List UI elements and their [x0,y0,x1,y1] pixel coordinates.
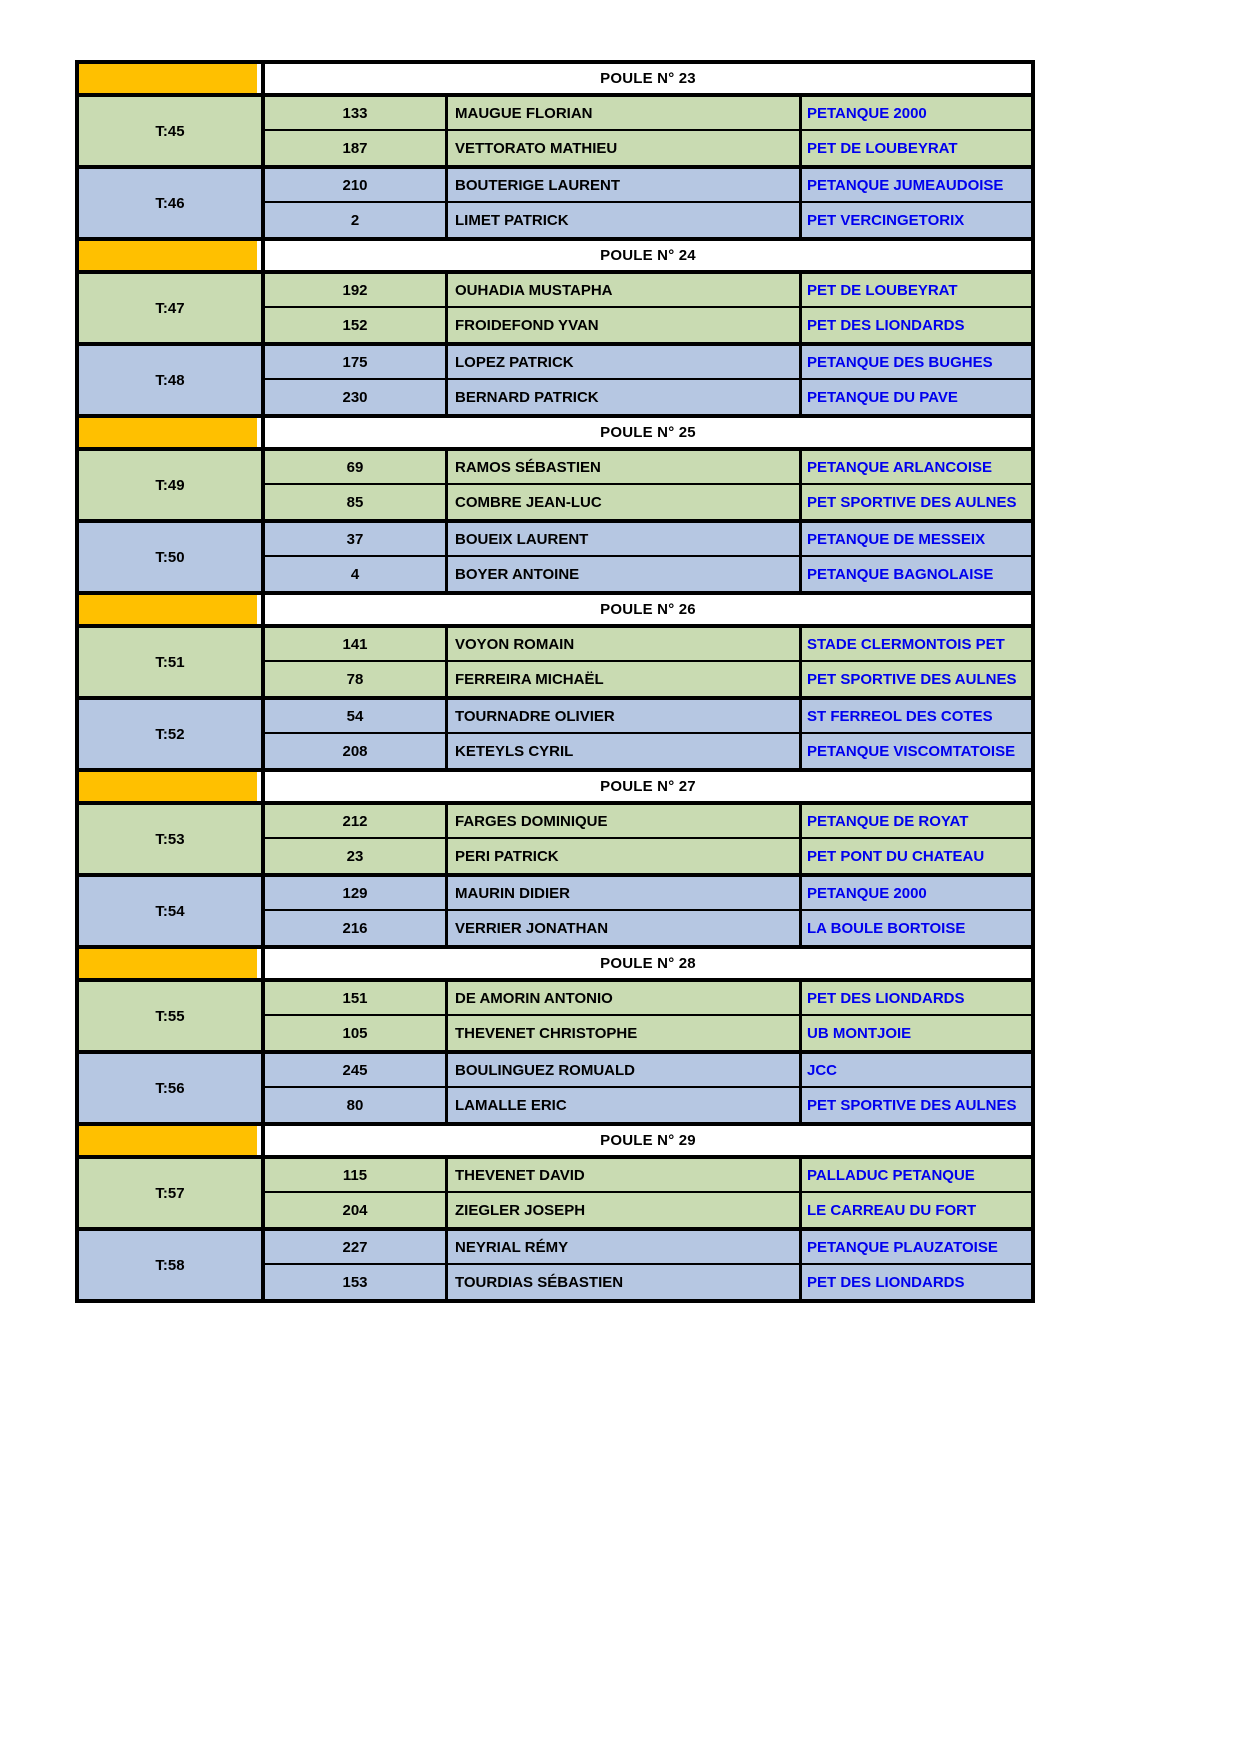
player-name-cell [448,557,802,591]
player-club-cell [802,982,1031,1016]
player-name-cell [448,1054,802,1088]
player-number: 152 [342,316,368,334]
player-name-cell [448,1265,802,1299]
poule-header-orange-cell [79,241,257,270]
time-slot-cell [79,346,265,414]
player-club: PET DES LIONDARDS [807,316,965,334]
player-number: 230 [342,388,368,406]
player-name-cell [448,662,802,696]
time-slot-label: T:53 [155,830,185,848]
player-name-cell [448,346,802,380]
player-name: BOULINGUEZ ROMUALD [455,1061,635,1079]
player-number: 23 [346,847,364,865]
player-club-cell [802,1193,1031,1227]
player-name: VOYON ROMAIN [455,635,575,653]
player-number: 115 [342,1166,368,1184]
player-number: 2 [350,211,360,229]
player-club-cell [802,734,1031,768]
player-number-cell [265,1193,448,1227]
player-name-cell [448,523,802,557]
player-number: 54 [346,707,364,725]
time-slot-pair [79,169,1031,241]
time-slot-pair [79,1054,1031,1126]
player-number: 69 [346,458,364,476]
time-slot-cell [79,1054,265,1122]
time-slot-cell [79,982,265,1050]
player-number: 141 [342,635,368,653]
player-name: RAMOS SÉBASTIEN [455,458,601,476]
time-slot-pair [79,274,1031,346]
player-number: 187 [342,139,368,157]
player-number-cell [265,1231,448,1265]
player-number: 80 [346,1096,364,1114]
player-number: 208 [342,742,368,760]
player-club-cell [802,485,1031,519]
poule-title-cell [261,595,1031,624]
player-number-cell [265,274,448,308]
time-slot-cell [79,451,265,519]
player-club-cell [802,700,1031,734]
player-club: PET SPORTIVE DES AULNES [807,670,1017,688]
poule-block [79,772,1031,949]
player-club-cell [802,523,1031,557]
poule-title-cell [261,241,1031,270]
player-number-cell [265,1159,448,1193]
poule-pairs [79,274,1031,418]
player-club: PETANQUE DE MESSEIX [807,530,986,548]
time-slot-label: T:51 [155,653,185,671]
poule-header-orange-cell [79,595,257,624]
player-number-cell [265,911,448,945]
player-club: JCC [807,1061,838,1079]
player-number-cell [265,451,448,485]
player-name-cell [448,308,802,342]
player-number-cell [265,628,448,662]
player-number: 216 [342,919,368,937]
player-number: 4 [350,565,360,583]
time-slot-cell [79,877,265,945]
poule-title: POULE N° 26 [600,601,696,618]
player-name: LIMET PATRICK [455,211,569,229]
poule-header-row [79,64,1031,97]
poule-title-cell [261,64,1031,93]
player-club-cell [802,662,1031,696]
player-name: ZIEGLER JOSEPH [455,1201,586,1219]
poule-pairs [79,97,1031,241]
player-number: 133 [342,104,368,122]
time-slot-pair [79,1231,1031,1299]
time-slot-label: T:50 [155,548,185,566]
time-slot-label: T:52 [155,725,185,743]
poule-block [79,241,1031,418]
player-number: 227 [342,1238,368,1256]
poule-block [79,595,1031,772]
time-slot-cell [79,169,265,237]
player-club: PETANQUE DES BUGHES [807,353,993,371]
time-slot-label: T:46 [155,194,185,212]
poule-title: POULE N° 24 [600,247,696,264]
player-name-cell [448,982,802,1016]
player-club-cell [802,346,1031,380]
player-club: LA BOULE BORTOISE [807,919,966,937]
player-name-cell [448,1193,802,1227]
player-name: KETEYLS CYRIL [455,742,574,760]
player-club: PET DE LOUBEYRAT [807,139,958,157]
player-name-cell [448,628,802,662]
player-name: MAUGUE FLORIAN [455,104,593,122]
player-number: 85 [346,493,364,511]
poule-header-orange-cell [79,772,257,801]
player-name: DE AMORIN ANTONIO [455,989,613,1007]
time-slot-cell [79,97,265,165]
time-slot-cell [79,1159,265,1227]
player-club-cell [802,380,1031,414]
poule-header-row [79,949,1031,982]
poule-header-row [79,772,1031,805]
time-slot-pair [79,523,1031,595]
player-club: PETANQUE ARLANCOISE [807,458,993,476]
player-number-cell [265,1088,448,1122]
player-name-cell [448,839,802,873]
player-number: 210 [342,176,368,194]
player-number-cell [265,308,448,342]
player-name-cell [448,877,802,911]
poule-block [79,1126,1031,1299]
player-name-cell [448,169,802,203]
player-name-cell [448,97,802,131]
player-number: 212 [342,812,368,830]
player-name: VETTORATO MATHIEU [455,139,618,157]
player-number-cell [265,1016,448,1050]
time-slot-pair [79,982,1031,1054]
player-name-cell [448,911,802,945]
player-club-cell [802,877,1031,911]
player-club: UB MONTJOIE [807,1024,912,1042]
time-slot-cell [79,700,265,768]
time-slot-pair [79,877,1031,949]
player-club-cell [802,1159,1031,1193]
time-slot-pair [79,346,1031,418]
player-number-cell [265,131,448,165]
time-slot-cell [79,523,265,591]
player-club: PETANQUE JUMEAUDOISE [807,176,1004,194]
poule-header-orange-cell [79,64,257,93]
poule-header-orange-cell [79,418,257,447]
player-name-cell [448,451,802,485]
time-slot-label: T:48 [155,371,185,389]
player-number: 175 [342,353,368,371]
player-club: PALLADUC PETANQUE [807,1166,975,1184]
player-name-cell [448,1016,802,1050]
player-name-cell [448,1231,802,1265]
player-number-cell [265,982,448,1016]
poule-block [79,949,1031,1126]
time-slot-label: T:57 [155,1184,185,1202]
poule-title: POULE N° 25 [600,424,696,441]
player-club: PETANQUE 2000 [807,884,927,902]
player-name: FROIDEFOND YVAN [455,316,599,334]
player-name-cell [448,700,802,734]
player-club: PETANQUE DU PAVE [807,388,958,406]
player-name: FARGES DOMINIQUE [455,812,608,830]
poule-header-row [79,241,1031,274]
poule-title-cell [261,949,1031,978]
player-number-cell [265,734,448,768]
time-slot-cell [79,805,265,873]
player-number-cell [265,346,448,380]
poule-header-orange-cell [79,1126,257,1155]
poule-pairs [79,628,1031,772]
player-name-cell [448,380,802,414]
player-name: BERNARD PATRICK [455,388,599,406]
poule-pairs [79,805,1031,949]
player-club-cell [802,557,1031,591]
player-club-cell [802,451,1031,485]
player-club-cell [802,839,1031,873]
time-slot-pair [79,1159,1031,1231]
player-name: BOYER ANTOINE [455,565,580,583]
player-name-cell [448,485,802,519]
poule-title-cell [261,772,1031,801]
player-club: ST FERREOL DES COTES [807,707,993,725]
player-number-cell [265,203,448,237]
time-slot-cell [79,628,265,696]
player-name-cell [448,203,802,237]
player-number-cell [265,805,448,839]
player-club-cell [802,169,1031,203]
time-slot-cell [79,1231,265,1299]
player-name: BOUEIX LAURENT [455,530,589,548]
player-number: 37 [346,530,364,548]
player-number-cell [265,380,448,414]
poule-title-cell [261,1126,1031,1155]
player-club-cell [802,203,1031,237]
player-number-cell [265,1265,448,1299]
player-club: PETANQUE PLAUZATOISE [807,1238,998,1256]
time-slot-label: T:54 [155,902,185,920]
time-slot-pair [79,805,1031,877]
player-club: STADE CLERMONTOIS PET [807,635,1005,653]
player-number: 105 [342,1024,368,1042]
player-club-cell [802,1054,1031,1088]
player-number-cell [265,97,448,131]
player-number-cell [265,485,448,519]
player-name: MAURIN DIDIER [455,884,570,902]
player-club: PET PONT DU CHATEAU [807,847,985,865]
player-club-cell [802,1265,1031,1299]
player-club: PETANQUE 2000 [807,104,927,122]
time-slot-pair [79,700,1031,772]
player-number: 204 [342,1201,368,1219]
player-club: PET VERCINGETORIX [807,211,965,229]
player-name: THEVENET DAVID [455,1166,585,1184]
player-club: PETANQUE BAGNOLAISE [807,565,994,583]
player-club: PET DE LOUBEYRAT [807,281,958,299]
player-name-cell [448,131,802,165]
player-number: 245 [342,1061,368,1079]
player-number: 129 [342,884,368,902]
player-name: LOPEZ PATRICK [455,353,574,371]
player-number-cell [265,877,448,911]
player-name: TOURDIAS SÉBASTIEN [455,1273,624,1291]
player-name: NEYRIAL RÉMY [455,1238,569,1256]
player-number: 78 [346,670,364,688]
player-name-cell [448,805,802,839]
player-club: PET DES LIONDARDS [807,989,965,1007]
time-slot-pair [79,628,1031,700]
poule-pairs [79,451,1031,595]
player-name-cell [448,734,802,768]
time-slot-label: T:47 [155,299,185,317]
poule-title: POULE N° 23 [600,70,696,87]
player-name-cell [448,1088,802,1122]
player-name: OUHADIA MUSTAPHA [455,281,613,299]
player-name: LAMALLE ERIC [455,1096,567,1114]
poule-header-row [79,1126,1031,1159]
player-club-cell [802,1231,1031,1265]
player-number-cell [265,839,448,873]
player-name: FERREIRA MICHAËL [455,670,604,688]
player-name: TOURNADRE OLIVIER [455,707,615,725]
poule-title: POULE N° 29 [600,1132,696,1149]
player-name: BOUTERIGE LAURENT [455,176,620,194]
poule-block [79,418,1031,595]
player-club: PET SPORTIVE DES AULNES [807,1096,1017,1114]
player-name-cell [448,1159,802,1193]
poule-title: POULE N° 28 [600,955,696,972]
player-number-cell [265,700,448,734]
player-number: 192 [342,281,368,299]
player-name: COMBRE JEAN-LUC [455,493,602,511]
player-name-cell [448,274,802,308]
player-number-cell [265,662,448,696]
poule-header-row [79,418,1031,451]
time-slot-pair [79,451,1031,523]
player-club-cell [802,911,1031,945]
player-name: PERI PATRICK [455,847,559,865]
player-number: 151 [342,989,368,1007]
player-name: THEVENET CHRISTOPHE [455,1024,638,1042]
poule-block [79,64,1031,241]
player-club-cell [802,131,1031,165]
player-club-cell [802,805,1031,839]
time-slot-label: T:56 [155,1079,185,1097]
player-number: 153 [342,1273,368,1291]
player-number-cell [265,523,448,557]
poule-pairs [79,1159,1031,1299]
player-club-cell [802,274,1031,308]
player-number-cell [265,169,448,203]
poule-header-orange-cell [79,949,257,978]
poule-title: POULE N° 27 [600,778,696,795]
player-name: VERRIER JONATHAN [455,919,609,937]
player-number-cell [265,1054,448,1088]
player-club: LE CARREAU DU FORT [807,1201,977,1219]
player-club: PETANQUE VISCOMTATOISE [807,742,1016,760]
player-club-cell [802,628,1031,662]
player-number-cell [265,557,448,591]
time-slot-label: T:45 [155,122,185,140]
player-club-cell [802,1016,1031,1050]
player-club-cell [802,97,1031,131]
poule-title-cell [261,418,1031,447]
time-slot-label: T:49 [155,476,185,494]
player-club: PET DES LIONDARDS [807,1273,965,1291]
time-slot-label: T:55 [155,1007,185,1025]
time-slot-cell [79,274,265,342]
player-club-cell [802,308,1031,342]
player-club-cell [802,1088,1031,1122]
poule-pairs [79,982,1031,1126]
pools-table [75,60,1035,1303]
player-club: PET SPORTIVE DES AULNES [807,493,1017,511]
time-slot-label: T:58 [155,1256,185,1274]
player-club: PETANQUE DE ROYAT [807,812,969,830]
poule-header-row [79,595,1031,628]
time-slot-pair [79,97,1031,169]
